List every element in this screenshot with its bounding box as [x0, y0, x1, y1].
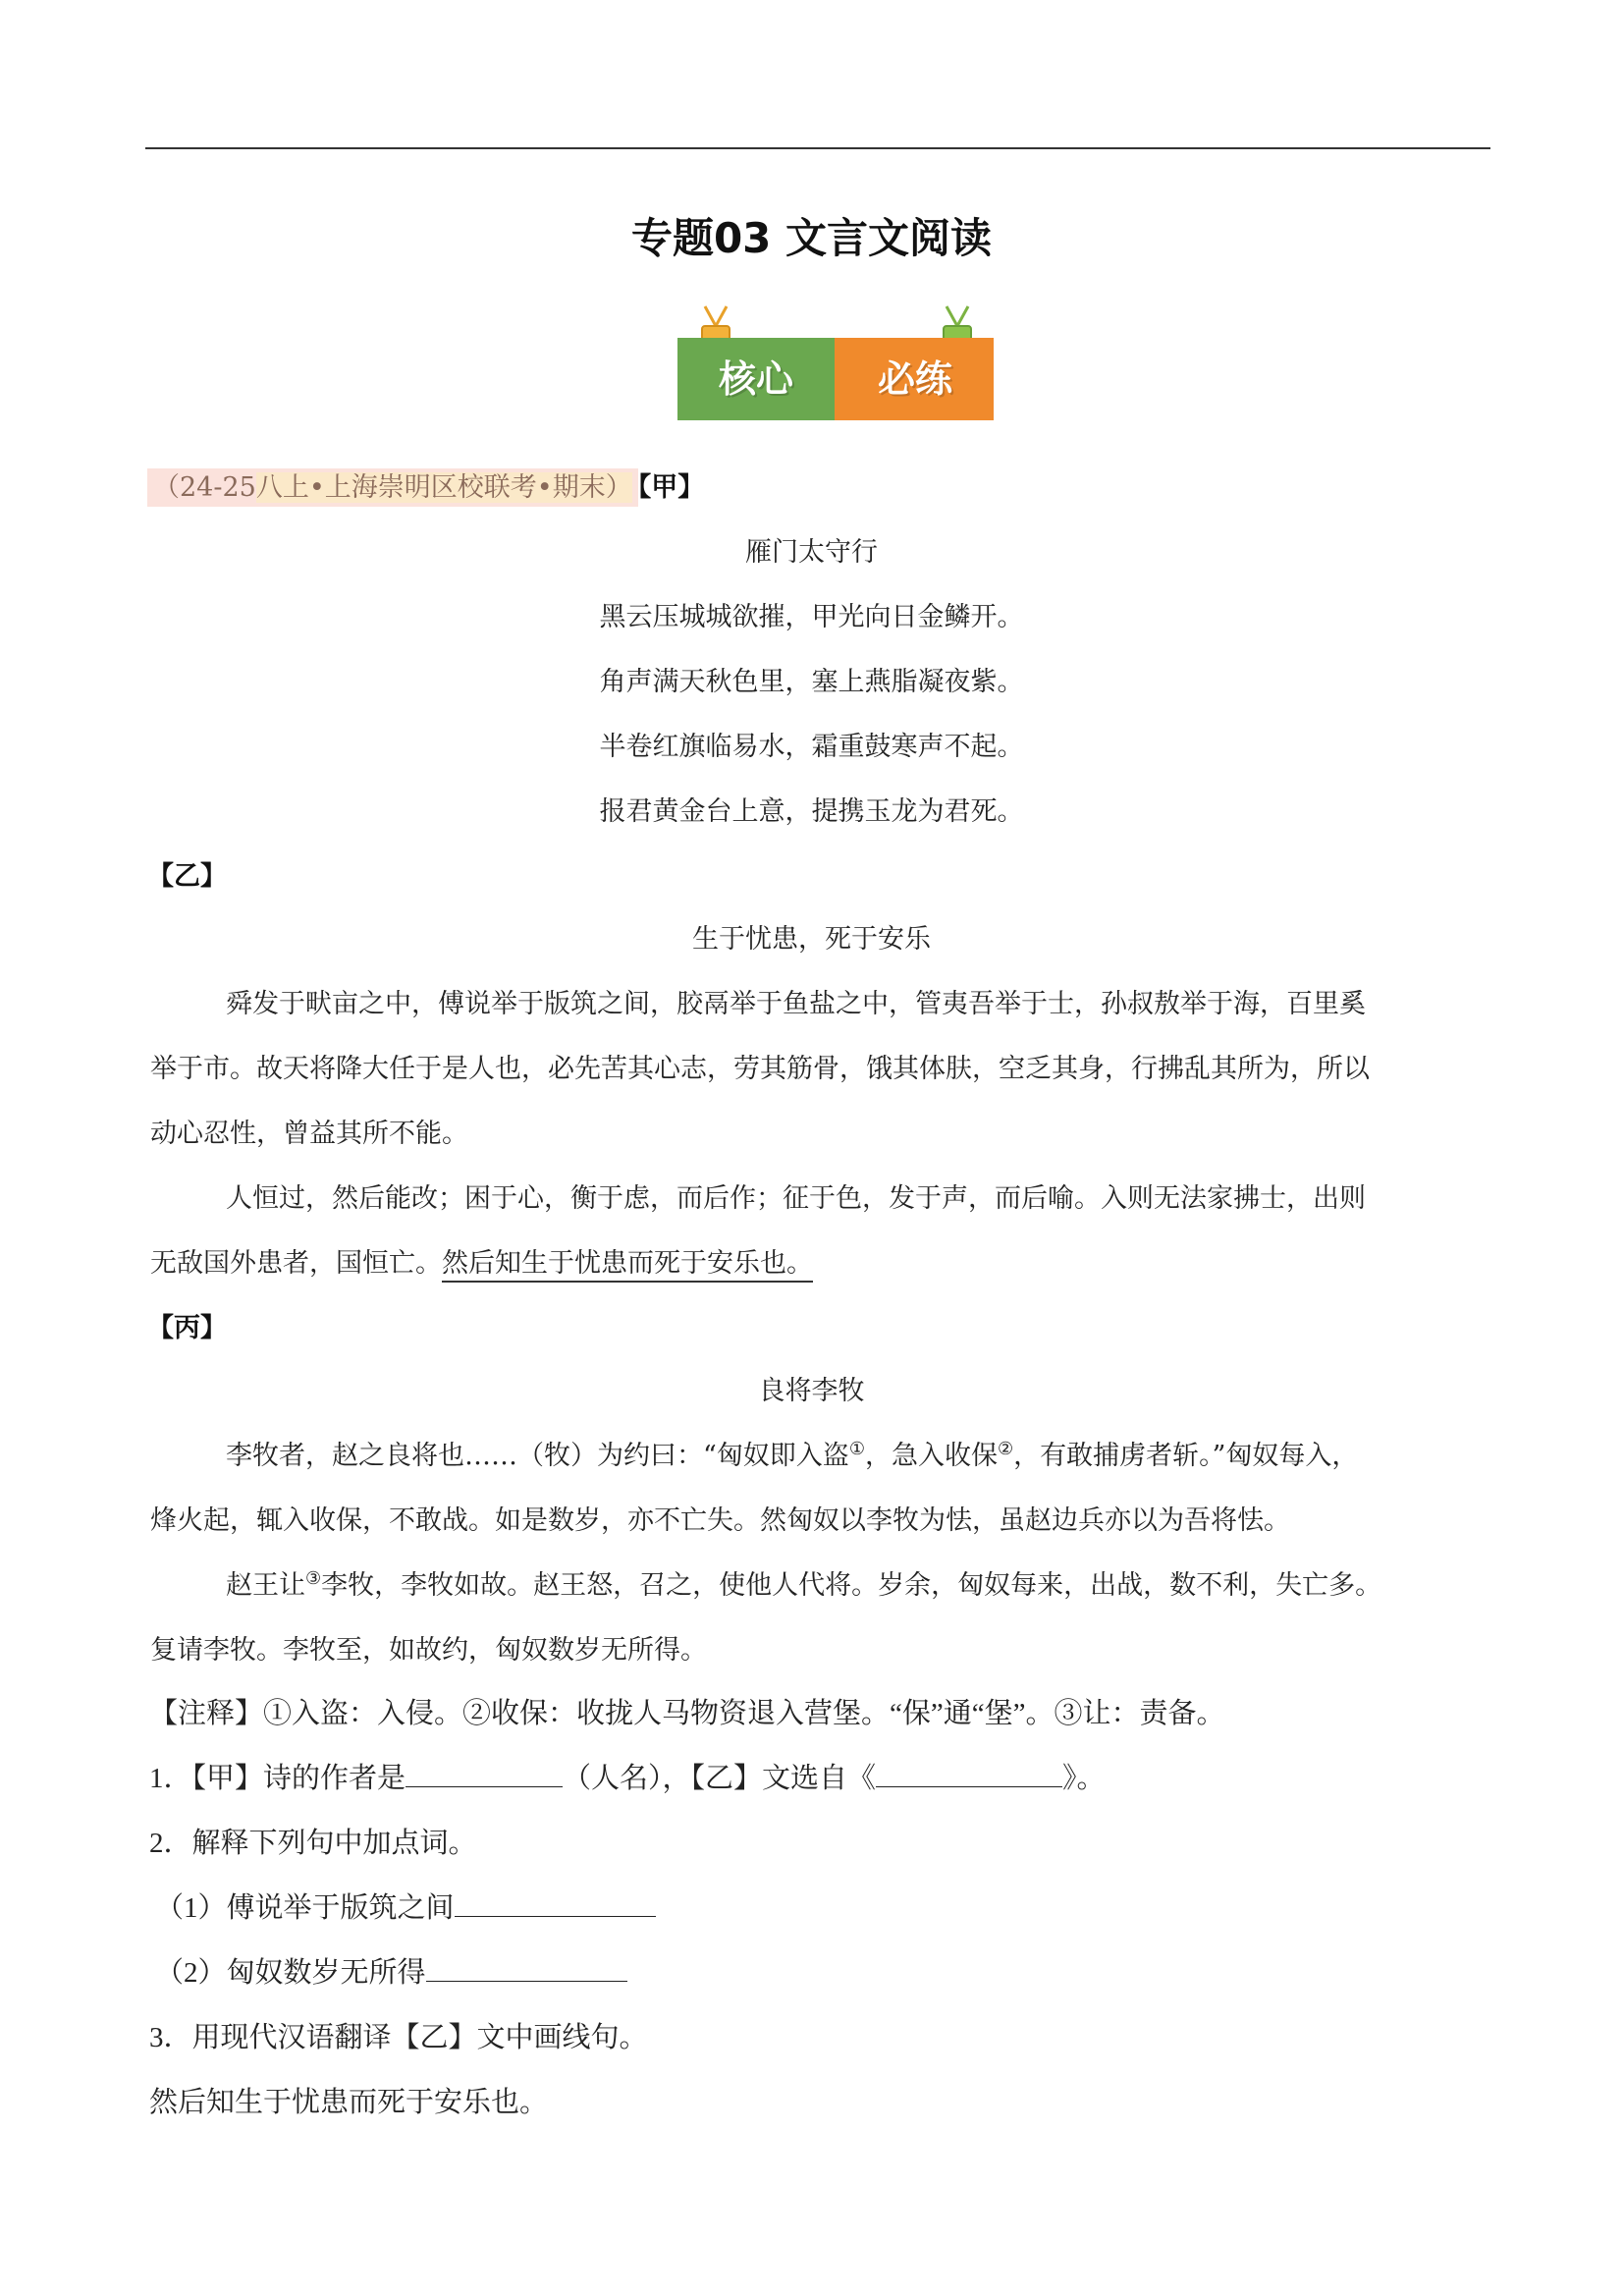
core-practice-badge — [677, 304, 994, 420]
story-paragraph-line: 复请李牧。李牧至，如故约，匈奴数岁无所得。 — [150, 1635, 707, 1666]
poem-line: 半卷红旗临易水，霜重鼓寒声不起。 — [599, 732, 1024, 762]
essay-text: 无敌国外患者，国恒亡。 — [150, 1248, 442, 1279]
essay-title: 生于忧患，死于安乐 — [692, 924, 931, 955]
section-jia-label: 【甲】 — [637, 472, 705, 503]
header-rule — [145, 147, 1490, 149]
story-title: 良将李牧 — [758, 1376, 865, 1406]
story-paragraph-line — [226, 1563, 1381, 1602]
footnote-mark: ③ — [305, 1568, 322, 1589]
story-paragraph-line — [226, 1434, 1358, 1472]
essay-paragraph-line: 舜发于畎亩之中，傅说举于版筑之间，胶鬲举于鱼盐之中，管夷吾举于士，孙叔敖举于海，百里奚 — [226, 989, 1366, 1019]
question-3: 3．用现代汉语翻译【乙】文中画线句。 — [149, 2022, 648, 2053]
story-text: ，有敢捕虏者斩。”匈奴每入， — [1013, 1441, 1359, 1471]
question-text: 1．【甲】诗的作者是 — [149, 1763, 406, 1794]
question-1 — [149, 1756, 1106, 1796]
story-paragraph-line: 烽火起，辄入收保，不敢战。如是数岁，亦不亡失。然匈奴以李牧为怯，虽赵边兵亦以为吾将怯。 — [150, 1505, 1290, 1536]
page-title: 专题03 文言文阅读 — [630, 214, 993, 262]
story-text: 赵王让 — [226, 1570, 305, 1601]
question-text: （人名），【乙】文选自《 — [563, 1763, 877, 1794]
question-text: 》。 — [1062, 1763, 1106, 1794]
question-source — [147, 465, 704, 504]
author-answer-blank[interactable] — [406, 1761, 563, 1787]
poem-title: 雁门太守行 — [745, 537, 878, 568]
poem-line: 角声满天秋色里，塞上燕脂凝夜紫。 — [599, 667, 1024, 697]
source-highlight: 八上•上海崇明区校联考•期末） — [255, 472, 632, 503]
essay-paragraph-line — [150, 1241, 813, 1280]
source-answer-blank[interactable] — [876, 1761, 1062, 1787]
badge-left-text: 核心 — [718, 357, 793, 401]
section-bing-label: 【丙】 — [147, 1313, 227, 1343]
question-2-2 — [155, 1950, 627, 1991]
source-tag — [147, 468, 638, 507]
story-text: 李牧，李牧如故。赵王怒，召之，使他人代将。岁余，匈奴每来，出战，数不利，失亡多。 — [321, 1570, 1382, 1601]
poem-line: 报君黄金台上意，提携玉龙为君死。 — [599, 796, 1024, 827]
poem-line: 黑云压城城欲摧，甲光向日金鳞开。 — [599, 602, 1024, 632]
section-yi-label: 【乙】 — [147, 861, 227, 892]
question-text: （1）傅说举于版筑之间 — [155, 1892, 455, 1924]
badge-right-text: 必练 — [877, 357, 952, 401]
answer-blank[interactable] — [426, 1955, 627, 1982]
essay-paragraph-line: 举于市。故天将降大任于是人也，必先苦其心志，劳其筋骨，饿其体肤，空乏其身，行拂乱其所为，所以 — [150, 1054, 1370, 1084]
story-text: 李牧者，赵之良将也……（牧）为约曰：“匈奴即入盗 — [226, 1441, 849, 1471]
story-text: ，急入收保 — [864, 1441, 998, 1471]
question-2-1 — [155, 1886, 656, 1926]
question-text: （2）匈奴数岁无所得 — [155, 1957, 426, 1989]
underlined-sentence: 然后知生于忧患而死于安乐也。 — [442, 1248, 813, 1283]
source-prefix: （24-25 — [153, 472, 256, 503]
question-2: 2．解释下列句中加点词。 — [149, 1828, 477, 1859]
answer-blank[interactable] — [455, 1890, 656, 1917]
essay-paragraph-line: 动心忍性，曾益其所不能。 — [150, 1119, 468, 1149]
annotation-notes: 【注释】①入盗：入侵。②收保：收拢人马物资退入营堡。“保”通“堡”。③让：责备。 — [149, 1698, 1225, 1729]
footnote-mark: ② — [997, 1439, 1014, 1459]
footnote-mark: ① — [848, 1439, 865, 1459]
essay-paragraph-line: 人恒过，然后能改；困于心，衡于虑，而后作；征于色，发于声，而后喻。入则无法家拂士，出则 — [226, 1183, 1366, 1214]
question-3-sentence: 然后知生于忧患而死于安乐也。 — [149, 2087, 549, 2118]
